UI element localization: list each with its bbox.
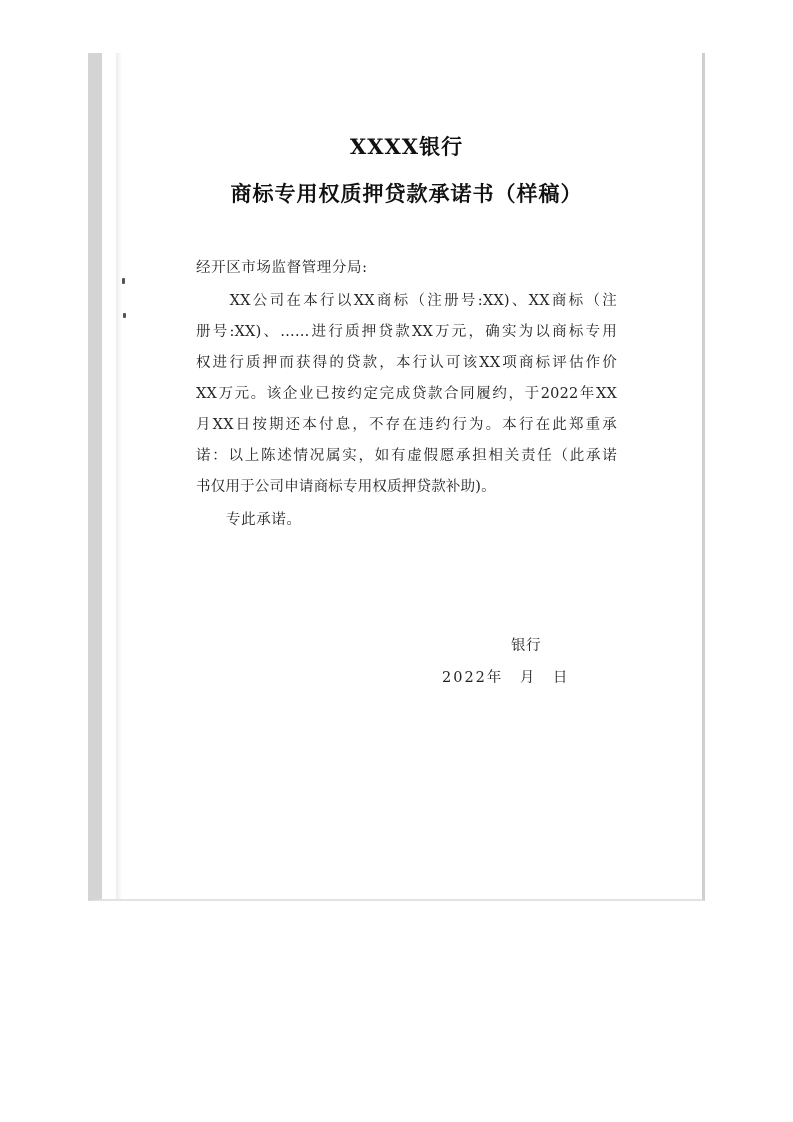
paragraph-line: 月XX日按期还本付息，不存在违约行为。本行在此郑重承 xyxy=(196,417,617,433)
paragraph-line: XX万元。该企业已按约定完成贷款合同履约，于2022年XX xyxy=(196,386,617,402)
signature-date: 2022年 月 日 xyxy=(442,670,570,686)
binding-hole-mark xyxy=(123,313,126,318)
salutation: 经开区市场监督管理分局: xyxy=(196,260,368,276)
closing-statement: 专此承诺。 xyxy=(226,512,302,528)
paragraph-line: 诺：以上陈述情况属实，如有虚假愿承担相关责任（此承诺 xyxy=(196,448,617,464)
paragraph-line: XX公司在本行以XX商标（注册号:XX)、XX商标（注 xyxy=(196,293,617,309)
binding-hole-mark xyxy=(122,278,125,284)
document-title-letter: 商标专用权质押贷款承诺书（样稿） xyxy=(230,181,583,206)
paragraph-line: 书仅用于公司申请商标专用权质押贷款补助)。 xyxy=(196,479,496,495)
signature-bank: 银行 xyxy=(511,638,542,654)
paragraph-line: 册号:XX)、……进行质押贷款XX万元，确实为以商标专用 xyxy=(196,324,617,340)
document-title-bank: XXXX银行 xyxy=(349,134,464,159)
paragraph-line: 权进行质押而获得的贷款，本行认可该XX项商标评估作价 xyxy=(196,355,617,371)
